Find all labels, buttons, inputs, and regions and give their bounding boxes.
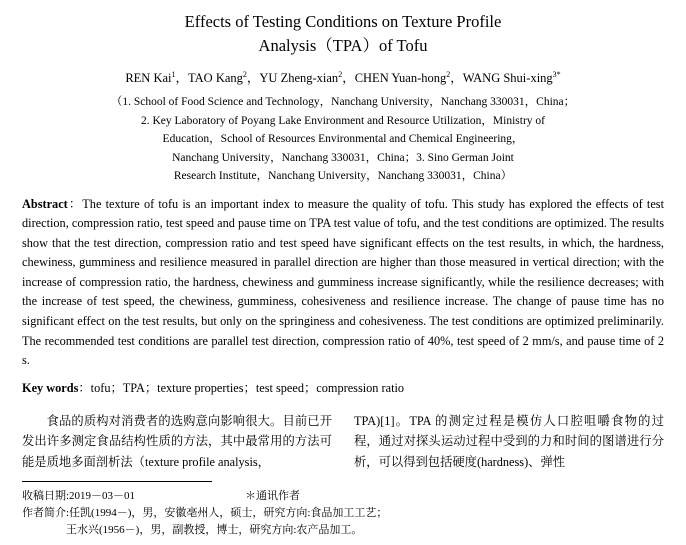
body-columns bbox=[22, 411, 664, 473]
title-line-2: Analysis（TPA）of Tofu bbox=[258, 36, 428, 55]
affiliation-line-5: Research Institute，Nanchang University，Nanchang 330031，China） bbox=[173, 170, 513, 182]
author-affil-marker: 2 bbox=[446, 69, 451, 79]
abstract-label: Abstract bbox=[22, 196, 68, 211]
affiliation-line-4: Nanchang University，Nanchang 330031，China；3. Sino German Joint bbox=[172, 151, 514, 164]
body-paragraph-right: TPA)[1]。TPA 的测定过程是模仿人口腔咀嚼食物的过程，通过对探头运动过程中受到的力和时间的图谱进行分析，可以得到包括硬度(hardness)、弹性 bbox=[354, 413, 664, 469]
keywords-label: Key words bbox=[22, 380, 79, 395]
author-affil-marker: 2 bbox=[338, 69, 343, 79]
author-list: REN Kai$^1$，TAO Kang$^2$，YU Zheng-xian$^2$，CHEN Yuan-hong$^2$，WANG Shui-xing$^{3*}$ bbox=[125, 69, 561, 85]
footnotes bbox=[22, 488, 664, 539]
abstract-text: ：The texture of tofu is an important index to measure the quality of tofu. This study has explored the effects of test direction, compression ratio, test speed and pause time on TPA test value of tofu, and the test conditions are optimized. The results show that the test direction, compression ratio and test speed have significant effects on the test results, in which, the hardness, chewiness, gumminess and resilience measured in parallel direction are higher than those measured in vertical direction; with the increase of compression ratio, the hardness, chewiness and gumminess increase significantly, while the resilience decreases; with the increase of test speed, the chewiness, gumminess, cohesiveness and resilience increase. The change of pause time has no significant effect on the test results, but only on the springiness and cohesiveness. The test conditions are optimized preliminarily. The recommended test conditions are parallel test direction, compression ratio of 40%, test speed of 2 mm/s, and pause time of 2 s. bbox=[22, 196, 664, 368]
footnote-divider bbox=[22, 481, 212, 482]
footnote-received-row bbox=[22, 488, 664, 505]
author-affil-marker: 2 bbox=[242, 69, 247, 79]
author-affil-marker: 1 bbox=[171, 69, 176, 79]
footnote-corresponding: ＊通讯作者 bbox=[245, 490, 301, 502]
keywords-text: ：tofu；TPA；texture properties；test speed；compression ratio bbox=[78, 380, 405, 395]
keywords-section bbox=[22, 379, 664, 398]
footnote-received: 收稿日期:2019－03－01 bbox=[22, 490, 136, 502]
affiliation-line-1: （1. School of Food Science and Technology，Nanchang University，Nanchang 330031，China； bbox=[110, 96, 576, 108]
footnote-bio-2: 王水兴(1956－)，男，副教授，博士，研究方向:农产品加工。 bbox=[22, 524, 363, 536]
affiliations bbox=[22, 93, 664, 186]
abstract-section bbox=[22, 195, 664, 371]
author-affil-marker: 3* bbox=[552, 69, 561, 79]
affiliation-line-3: Education，School of Resources Environmental and Chemical Engineering， bbox=[162, 133, 524, 145]
body-column-right bbox=[354, 411, 664, 473]
footnote-bio-1: 作者简介:任凯(1994－)，男，安徽亳州人，硕士，研究方向:食品加工工艺； bbox=[22, 507, 388, 519]
body-column-left bbox=[22, 411, 332, 473]
body-paragraph-left: 食品的质构对消费者的选购意向影响很大。目前已开发出许多测定食品结构性质的方法，其中最常用的方法可能是质地多面剖析法（texture profile analysis， bbox=[22, 413, 332, 469]
title-line-1: Effects of Testing Conditions on Texture Profile bbox=[184, 12, 502, 31]
affiliation-line-2: 2. Key Laboratory of Poyang Lake Environment and Resource Utilization，Ministry of bbox=[141, 114, 545, 127]
page-title bbox=[62, 10, 624, 58]
